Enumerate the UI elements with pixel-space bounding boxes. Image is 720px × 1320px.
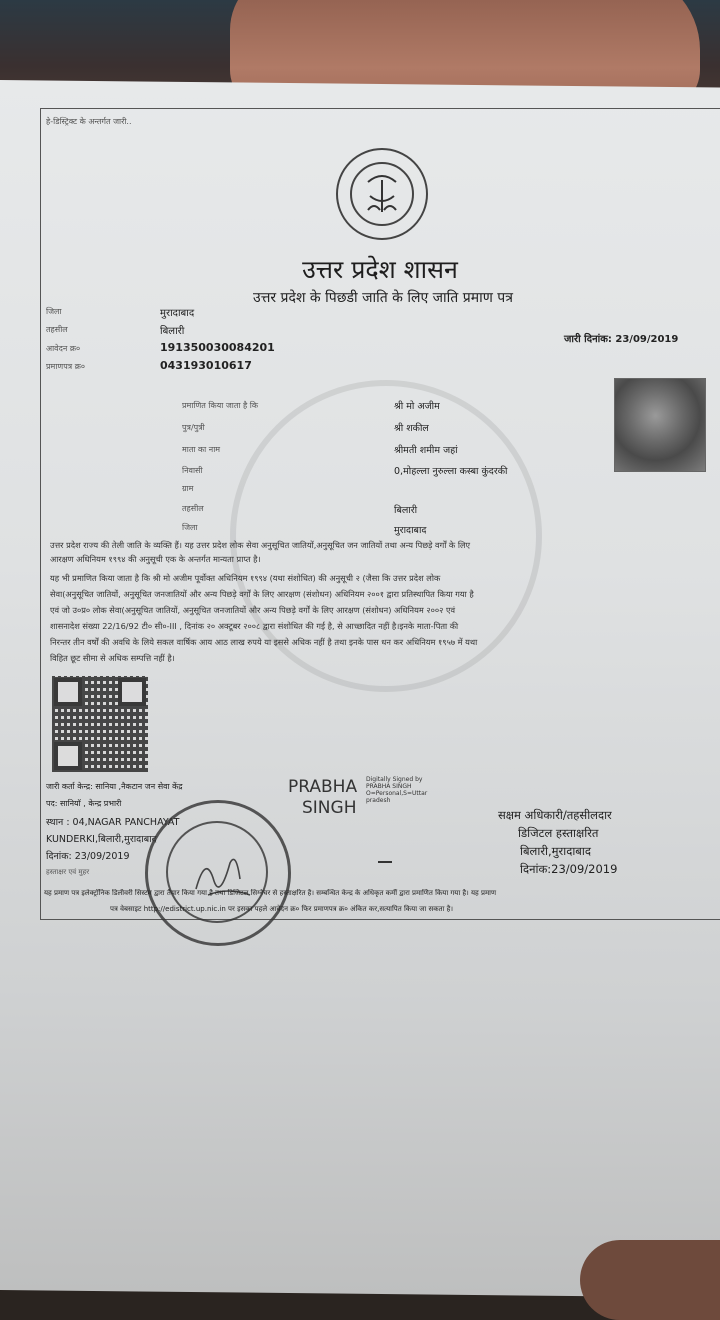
detail-label: माता का नाम [182,445,221,454]
authority-digital-signed: डिजिटल हस्ताक्षरित [518,826,599,840]
application-number: 191350030084201 [160,341,275,354]
handwritten-signature-icon [148,803,288,943]
applicant-photo [614,378,706,472]
signer-first-name: PRABHA [288,777,358,797]
authority-date: दिनांक:23/09/2019 [520,862,618,876]
issuer-post: पद: सानियॉ , केन्द्र प्रभारी [46,799,122,808]
detail-label: ग्राम [182,484,194,493]
district-value: मुरादाबाद [160,308,195,319]
detail-value: श्रीमती शमीम जहां [394,445,458,456]
detail-value: मुरादाबाद [394,525,427,536]
issuer-place-line2: KUNDERKI,बिलारी,मुरादाबाद [46,834,157,845]
detail-label: प्रमाणित किया जाता है कि [182,401,259,410]
paragraph-line: निरन्तर तीन वर्षों की अवधि के लिये सकल वार्षिक आय आठ लाख रुपये या इससे अधिक नहीं है तथा इनके पास धन कर अधिनियम १९५७ में यथा [50,637,478,647]
detail-label: जिला [182,523,198,532]
district-label: जिला [46,307,62,316]
issuer-place-line1: स्थान : 04,NAGAR PANCHAYAT [46,817,180,828]
digital-signature-line: Digitally Signed by [366,776,423,783]
document-title: उत्तर प्रदेश शासन [302,255,458,284]
issuer-date: दिनांक: 23/09/2019 [46,851,130,862]
detail-value: श्री मो अजीम [394,401,440,412]
document-subtitle: उत्तर प्रदेश के पिछडी जाति के लिए जाति प्रमाण पत्र [253,290,513,306]
detail-label: पुत्र/पुत्री [182,423,205,432]
header-note: हे-डिस्ट्रिक्ट के अन्तर्गत जारी.. [46,117,132,126]
qr-finder [118,678,146,706]
bow-arrow-fish-emblem-icon [338,150,426,238]
signature-seal-label: हस्ताक्षर एवं मुहर [46,868,90,876]
authority-designation: सक्षम अधिकारी/तहसीलदार [498,808,612,822]
detail-label: तहसील [182,504,204,513]
digital-signature-line: O=Personal,S=Uttar [366,790,428,797]
qr-code [52,676,148,772]
issuing-center: जारी कर्ता केन्द्र: सानिया ,नैकटान जन सेवा केंद्र [46,782,183,791]
footer-line-1: यह प्रमाण पत्र इलेक्ट्रॉनिक डिलीवरी सिस्टम द्वारा तैयार किया गया है तथा डिजिटल सिग्नेचर से हस्ताक्षरित है। सम्बन्धित केन्द्र के अधिकृत कर्मी द्वारा प्रमाणित किया गया है। यह प्रमाण [44,889,497,897]
paragraph-line: एवं जो उ०प्र० लोक सेवा(अनुसूचित जातियों, अनुसूचित जनजातियों और अन्य पिछड़े वर्गों के लिए आरक्षण (संशोधन) अधिनियम २००२ एवं [50,605,456,615]
holding-hand-bottom [580,1240,720,1320]
tehsil-value: बिलारी [160,326,185,337]
footer-line-2: पत्र वेबसाइट http://edistrict.up.nic.in पर इसका पहले आवेदन क्र० फिर प्रमाणपत्र क्र० अंकित कर,सत्यापित किया जा सकता है। [110,905,453,913]
certificate-number: 043193010617 [160,359,252,372]
detail-value: श्री शकील [394,423,429,434]
digital-signature-line: pradesh [366,797,391,804]
qr-finder [54,742,82,770]
up-government-emblem-icon [336,148,428,240]
signer-last-name: SINGH [302,798,357,818]
digital-signature-line: PRABHA SINGH [366,783,412,790]
paragraph-line: उत्तर प्रदेश राज्य की तेली जाति के व्यक्ति हैं। यह उत्तर प्रदेश लोक सेवा अनुसूचित जातियों,अनुसूचित जन जातियों तथा अन्य पिछड़े वर्गों के लिए [50,540,471,550]
official-rubber-stamp [145,800,291,946]
paragraph-line: आरक्षण अधिनियम १९९४ की अनुसूची एक के अन्तर्गत मान्यता प्राप्त है। [50,554,261,564]
tehsil-label: तहसील [46,325,68,334]
paragraph-line: शासनादेश संख्या 22/16/92 टी० सी०-III , दिनांक २० अक्टूबर २००८ द्वारा संशोधित की गई है, से आच्छादित नहीं है।इनके माता-पिता की [50,621,459,631]
paragraph-line: यह भी प्रमाणित किया जाता है कि श्री मो अजीम पूर्वोक्त अधिनियम १९९४ (यथा संशोधित) की अनुसूची २ (जैसा कि उत्तर प्रदेश लोक [50,573,441,583]
certificate-label: प्रमाणपत्र क्र० [46,362,85,371]
signature-dash [378,861,392,863]
application-label: आवेदन क्र० [46,344,81,353]
detail-value: 0,मोहल्ला नुरुल्ला कस्बा कुंदरकी [394,466,508,477]
issue-date: जारी दिनांक: 23/09/2019 [564,334,679,345]
authority-location: बिलारी,मुरादाबाद [520,844,591,858]
qr-finder [54,678,82,706]
digital-signature-block [366,776,427,804]
detail-label: निवासी [182,466,203,475]
paragraph-line: विहित छूट सीमा से अधिक सम्पत्ति नहीं है। [50,653,175,663]
paragraph-line: सेवा(अनुसूचित जातियों, अनुसूचित जनजातियों और अन्य पिछड़े वर्गों के लिए आरक्षण (संशोधन) अधिनियम २००१ द्वारा प्रतिस्थापित किया गया है [50,589,474,599]
detail-value: बिलारी [394,505,418,516]
